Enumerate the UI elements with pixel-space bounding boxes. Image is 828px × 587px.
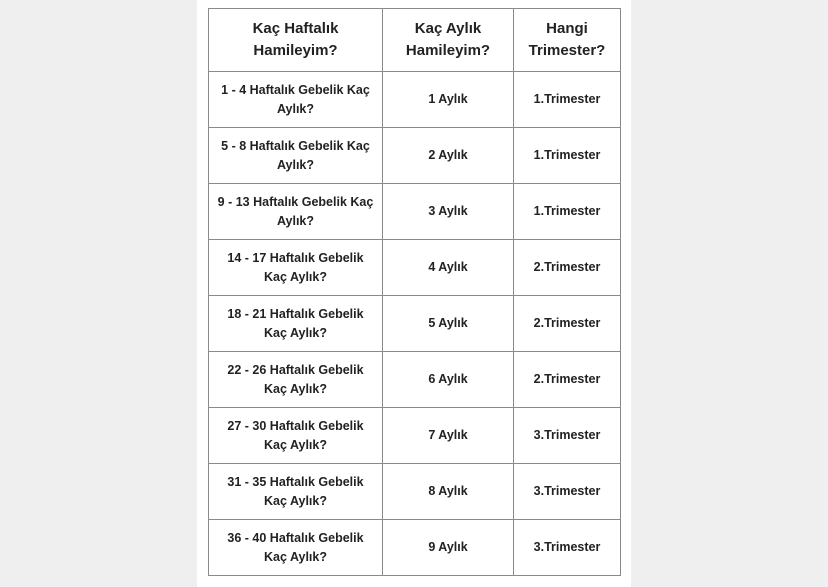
cell-weeks: 31 - 35 Haftalık Gebelik Kaç Aylık? [209,464,383,520]
cell-months: 2 Aylık [383,128,514,184]
table-header [209,9,621,72]
cell-months: 1 Aylık [383,72,514,128]
table-body [209,72,621,576]
pregnancy-month-table [208,8,621,576]
cell-trimester: 2.Trimester [514,240,621,296]
cell-trimester: 2.Trimester [514,352,621,408]
cell-trimester: 3.Trimester [514,408,621,464]
table-row [209,352,621,408]
cell-trimester: 1.Trimester [514,128,621,184]
cell-trimester: 1.Trimester [514,184,621,240]
table-row [209,240,621,296]
cell-weeks: 5 - 8 Haftalık Gebelik Kaç Aylık? [209,128,383,184]
table-row [209,296,621,352]
table-row [209,128,621,184]
table-row [209,408,621,464]
cell-weeks: 22 - 26 Haftalık Gebelik Kaç Aylık? [209,352,383,408]
header-trimester: Hangi Trimester? [514,9,621,72]
cell-weeks: 18 - 21 Haftalık Gebelik Kaç Aylık? [209,296,383,352]
cell-months: 5 Aylık [383,296,514,352]
cell-trimester: 1.Trimester [514,72,621,128]
table-row [209,464,621,520]
table-row [209,520,621,576]
cell-months: 3 Aylık [383,184,514,240]
cell-weeks: 27 - 30 Haftalık Gebelik Kaç Aylık? [209,408,383,464]
cell-weeks: 36 - 40 Haftalık Gebelik Kaç Aylık? [209,520,383,576]
cell-months: 8 Aylık [383,464,514,520]
header-row [209,9,621,72]
header-weeks: Kaç Haftalık Hamileyim? [209,9,383,72]
table-row [209,184,621,240]
cell-months: 7 Aylık [383,408,514,464]
cell-weeks: 1 - 4 Haftalık Gebelik Kaç Aylık? [209,72,383,128]
cell-weeks: 9 - 13 Haftalık Gebelik Kaç Aylık? [209,184,383,240]
cell-weeks: 14 - 17 Haftalık Gebelik Kaç Aylık? [209,240,383,296]
cell-trimester: 2.Trimester [514,296,621,352]
cell-trimester: 3.Trimester [514,464,621,520]
table-row [209,72,621,128]
cell-trimester: 3.Trimester [514,520,621,576]
cell-months: 6 Aylık [383,352,514,408]
cell-months: 9 Aylık [383,520,514,576]
cell-months: 4 Aylık [383,240,514,296]
header-months: Kaç Aylık Hamileyim? [383,9,514,72]
